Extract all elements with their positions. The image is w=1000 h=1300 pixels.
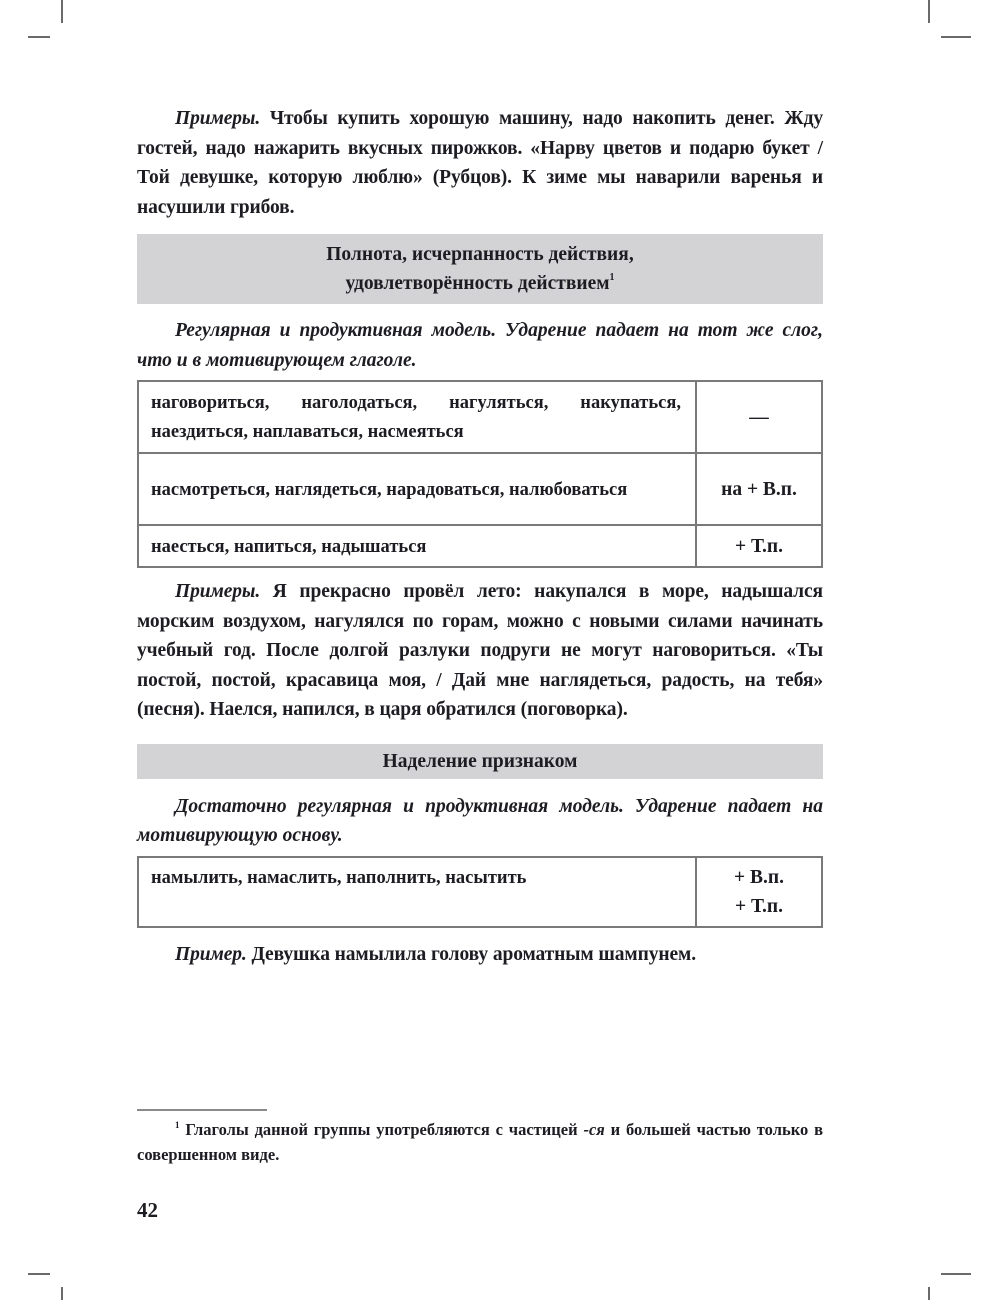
section-heading-title: Наделение признаком xyxy=(382,750,578,772)
example-paragraph xyxy=(137,940,823,970)
crop-mark-bottom-right-horizontal xyxy=(941,1273,971,1275)
examples-lead: Примеры. xyxy=(175,108,261,129)
verb-list: наговориться, наголодаться, нагуляться, накупаться, наездиться, наплаваться, насмеяться xyxy=(138,381,696,453)
examples-lead: Примеры. xyxy=(175,581,261,602)
footnote-text: Глаголы данной группы употребляются с частицей xyxy=(179,1120,584,1139)
crop-mark-top-left-horizontal xyxy=(28,36,50,38)
table-row xyxy=(138,381,822,453)
crop-mark-bottom-left-vertical xyxy=(61,1287,63,1300)
section-heading-completeness xyxy=(137,234,823,304)
example-text: Девушка намылила голову ароматным шампунем. xyxy=(246,943,697,965)
footnote-particle: -ся xyxy=(583,1120,605,1139)
page-body xyxy=(137,104,823,969)
table-row xyxy=(138,857,822,927)
footnote-marker: 1 xyxy=(175,1120,180,1130)
crop-mark-bottom-right-vertical xyxy=(928,1287,930,1300)
government-line: + Т.п. xyxy=(734,895,784,917)
crop-mark-bottom-left-horizontal xyxy=(28,1273,50,1275)
examples-paragraph xyxy=(137,577,823,725)
section-heading-line-2: удовлетворённость действием$^1$ xyxy=(345,272,615,294)
page-number: 42 xyxy=(137,1198,158,1222)
verb-list: наесться, напиться, надышаться xyxy=(138,525,696,567)
model-note: Достаточно регулярная и продуктивная модель. Ударение падает на мотивирующую основу. xyxy=(137,795,823,846)
example-lead: Пример. xyxy=(175,943,247,965)
verb-list: насмотреться, наглядеться, нарадоваться, налюбоваться xyxy=(138,453,696,525)
section-heading-attribute xyxy=(137,744,823,779)
examples-text: Чтобы купить хорошую машину, надо накопить денег. Жду гостей, надо нажарить вкусных пирожков. «Нарву цветов и подарю букет / Той девушке, которую люблю» (Рубцов). К зиме мы наварили варенья и насушили грибов. xyxy=(137,108,823,218)
government-line: + В.п. xyxy=(734,866,784,888)
table-row xyxy=(138,525,822,567)
footnote xyxy=(137,1117,823,1167)
government-cell xyxy=(696,857,822,927)
examples-text: Я прекрасно провёл лето: накупался в море, надышался морским воздухом, нагулялся по горам, можно с новыми силами начинать учебный год. После долгой разлуки подруги не могут наговориться. «Ты постой, постой, красавица моя, / Дай мне наглядеться, радость, на тебя» (песня). Наелся, напился, в царя обратился (поговорка). xyxy=(137,581,823,720)
government-cell: — xyxy=(696,381,822,453)
government-cell: + Т.п. xyxy=(696,525,822,567)
verb-table-attribute xyxy=(137,856,823,928)
government-cell: на + В.п. xyxy=(696,453,822,525)
footnote-separator xyxy=(137,1109,267,1111)
section-heading-line-1: Полнота, исчерпанность действия, xyxy=(326,244,634,265)
model-note: Регулярная и продуктивная модель. Ударение падает на тот же слог, что и в мотивирующем глаголе. xyxy=(137,320,823,371)
crop-mark-top-left-vertical xyxy=(61,0,63,23)
crop-mark-top-right-vertical xyxy=(928,0,930,23)
examples-paragraph xyxy=(137,104,823,222)
table-row xyxy=(138,453,822,525)
footnote-reference[interactable]: 1 xyxy=(609,272,615,283)
verb-list: намылить, намаслить, наполнить, насытить xyxy=(138,857,696,927)
footnote-text-end: и большей частью только в совершенном виде. xyxy=(137,1120,823,1164)
crop-mark-top-right-horizontal xyxy=(941,36,971,38)
verb-table-completeness xyxy=(137,380,823,568)
